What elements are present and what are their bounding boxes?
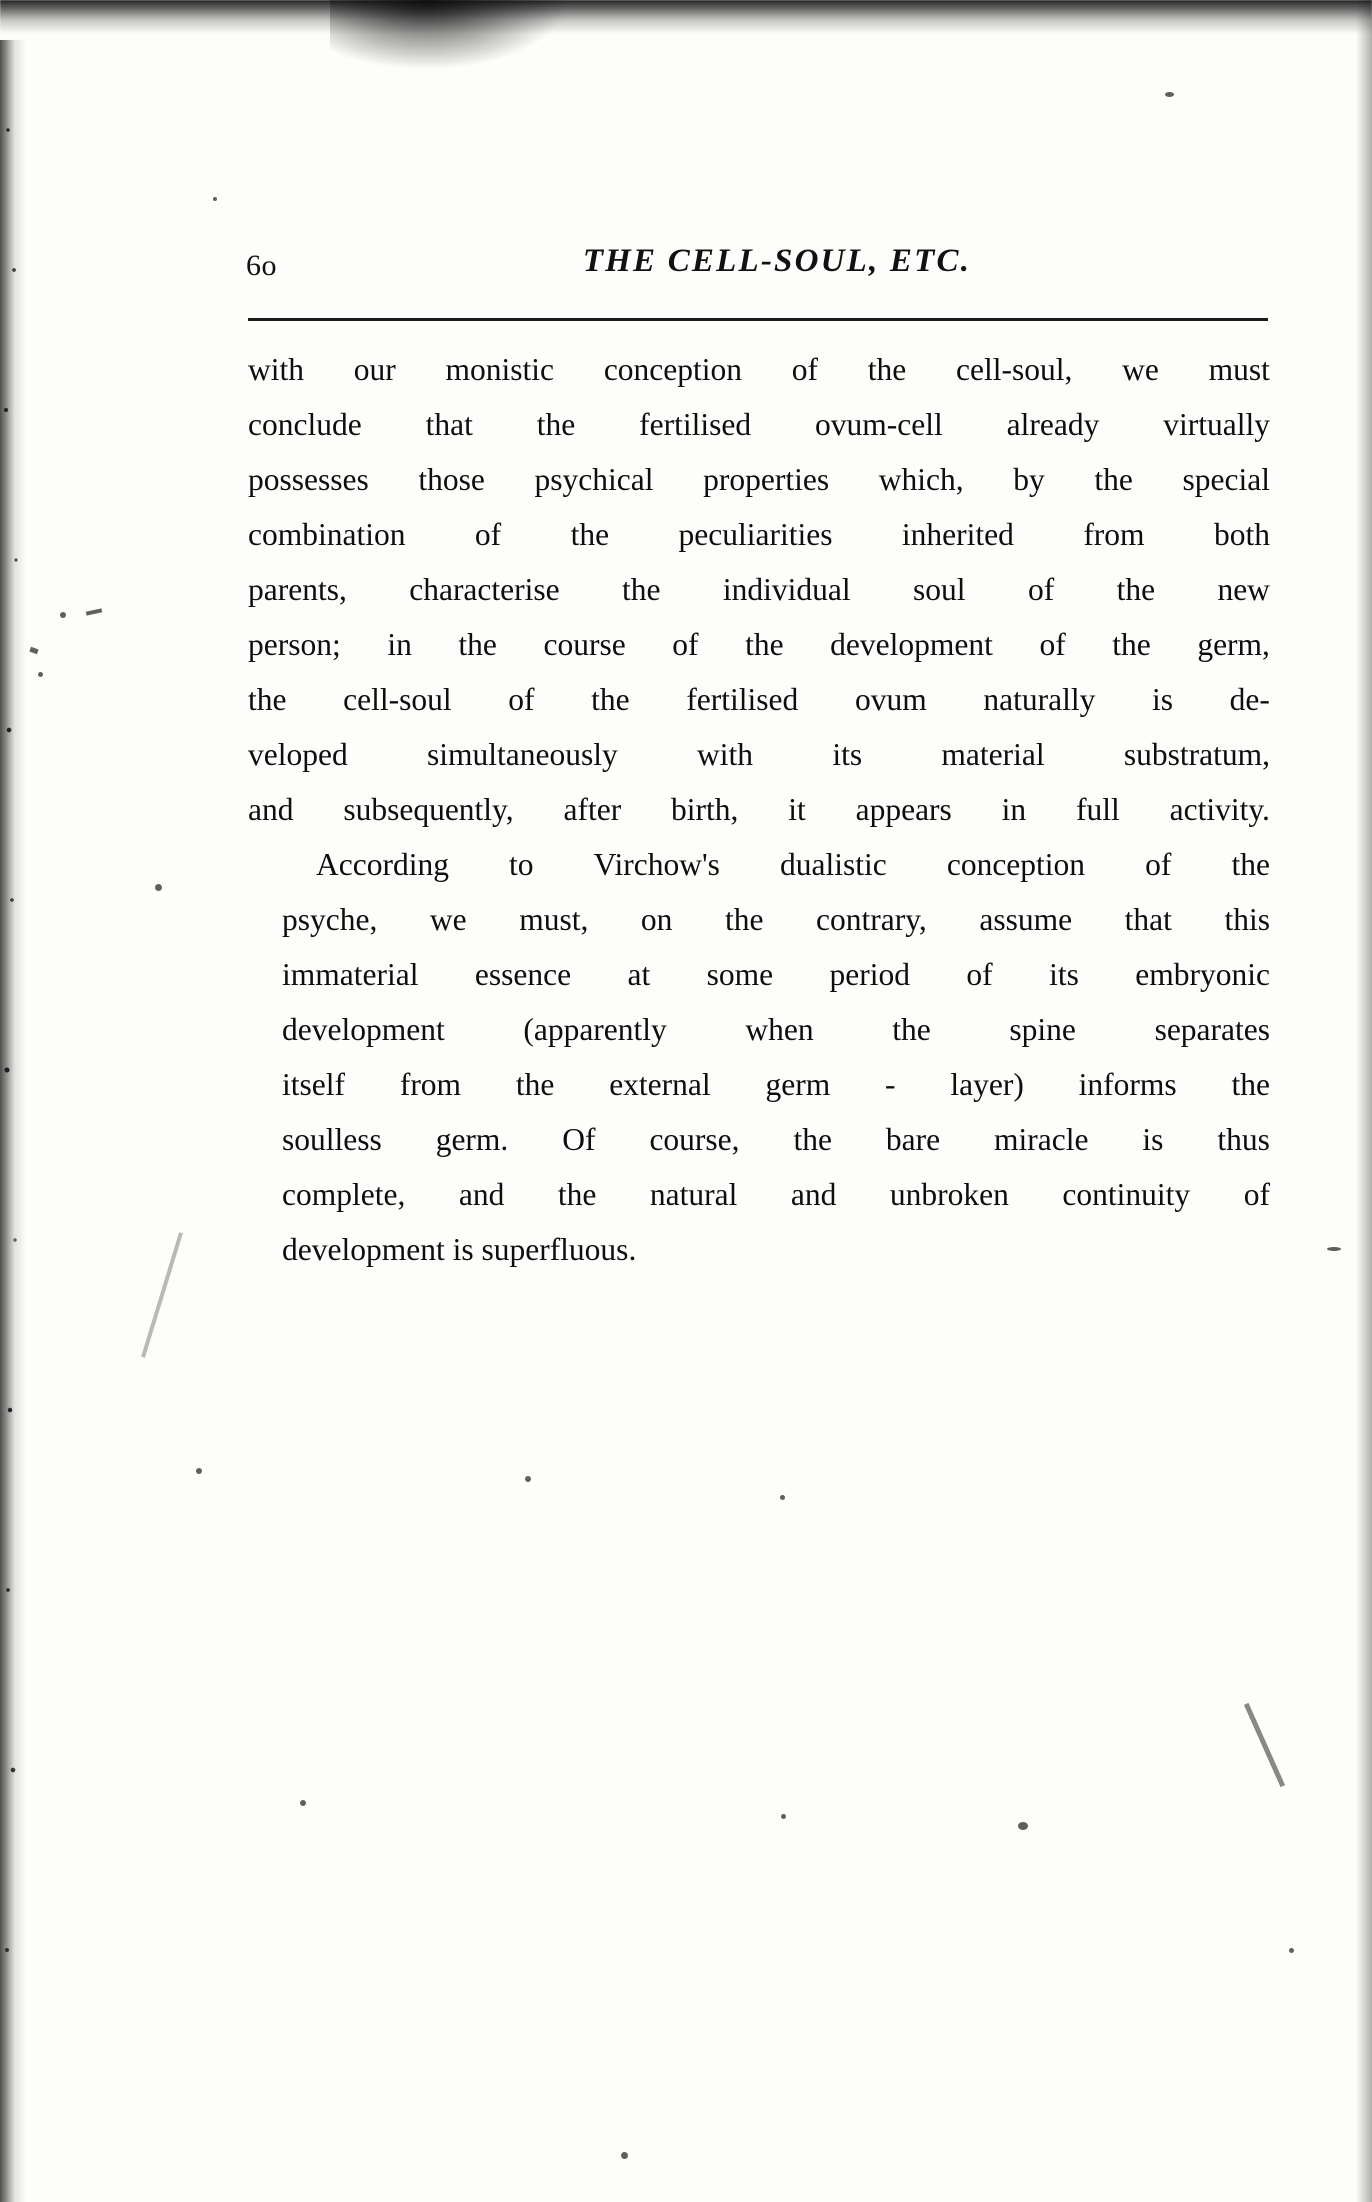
word: germ.: [435, 1122, 509, 1157]
word: of: [1039, 627, 1066, 662]
text-line: [248, 507, 1270, 562]
word: essence: [474, 957, 572, 992]
word: full: [1076, 792, 1120, 827]
word: appears: [855, 792, 952, 827]
scan-speck: [38, 672, 43, 677]
text-line: [248, 947, 1270, 1002]
word: our: [353, 352, 396, 387]
word: in: [1001, 792, 1027, 827]
word: from: [399, 1067, 462, 1102]
word: the: [892, 1012, 931, 1047]
word: course: [543, 627, 626, 662]
word: the: [793, 1122, 832, 1157]
text-line: [248, 782, 1270, 837]
word: the: [591, 682, 630, 717]
word: fertilised: [686, 682, 799, 717]
running-head: [246, 243, 1268, 287]
word: that: [1124, 902, 1172, 937]
word: the: [1116, 572, 1156, 607]
word: the: [515, 1067, 555, 1102]
scan-speck: [213, 197, 217, 201]
scan-speck: [1289, 1948, 1294, 1953]
word: bare: [885, 1122, 941, 1157]
scan-pencil-mark: [141, 1232, 183, 1357]
word: the: [1094, 462, 1133, 497]
word: possesses: [248, 462, 369, 497]
text-line: [248, 1057, 1270, 1112]
word: germ: [765, 1067, 831, 1102]
word: thus: [1217, 1122, 1270, 1157]
scan-speck: [780, 1495, 785, 1500]
word: person;: [248, 627, 341, 662]
word: the: [622, 572, 661, 607]
word: at: [627, 957, 651, 992]
word: characterise: [409, 572, 560, 607]
word: and: [248, 792, 294, 827]
word: is: [1142, 1122, 1164, 1157]
word: its: [832, 737, 863, 772]
word: conclude: [248, 407, 362, 442]
word: spine: [1009, 1012, 1076, 1047]
word: the: [557, 1177, 597, 1212]
scan-speck: [525, 1476, 531, 1482]
scan-speck: [60, 612, 66, 618]
word: of: [1145, 847, 1172, 882]
word: by: [1013, 462, 1045, 497]
word: peculiarities: [678, 517, 833, 552]
head-rule: [248, 318, 1268, 321]
word: the: [570, 517, 610, 552]
word: dualistic: [780, 847, 887, 882]
word: it: [788, 792, 806, 827]
scan-speck: [196, 1468, 202, 1474]
scan-edge-top-shadow: [0, 0, 1372, 34]
word: activity.: [1169, 792, 1270, 827]
word: the: [724, 902, 764, 937]
word: is: [1151, 682, 1173, 717]
text-line: [248, 1112, 1270, 1167]
word: material: [941, 737, 1045, 772]
word: its: [1049, 957, 1079, 992]
word: the: [458, 627, 497, 662]
word: new: [1217, 572, 1270, 607]
text-line: [248, 617, 1270, 672]
text-line: [248, 672, 1270, 727]
scan-speck: [1165, 92, 1174, 97]
word: period: [829, 957, 910, 992]
word: the: [248, 682, 287, 717]
text-line: [248, 452, 1270, 507]
text-line: [248, 1222, 1270, 1277]
word: both: [1213, 517, 1270, 552]
word: must,: [519, 902, 589, 937]
word: development: [282, 1012, 445, 1047]
word: of: [791, 352, 819, 387]
word: those: [418, 462, 485, 497]
word: some: [706, 957, 774, 992]
word: Virchow's: [593, 847, 720, 882]
text-line: [248, 342, 1270, 397]
page-number: 6o: [246, 249, 277, 282]
word: cell-soul,: [956, 352, 1073, 387]
text-line: [248, 562, 1270, 617]
scan-pencil-mark: [29, 647, 38, 654]
text-line: [248, 727, 1270, 782]
running-head-title: THE CELL-SOUL, ETC.: [582, 243, 972, 279]
word: of: [1243, 1177, 1270, 1212]
word: and: [790, 1177, 837, 1212]
word: from: [1083, 517, 1145, 552]
text-line: [248, 1002, 1270, 1057]
word: itself: [282, 1067, 345, 1102]
text-line: [248, 837, 1270, 892]
word: we: [429, 902, 467, 937]
paragraph: [248, 342, 1270, 837]
word: must: [1208, 352, 1270, 387]
page-body: [248, 342, 1270, 1277]
word: (apparently: [523, 1012, 667, 1047]
word: assume: [979, 902, 1073, 937]
word: germ,: [1197, 627, 1270, 662]
word: the: [745, 627, 784, 662]
scan-speck: [300, 1800, 306, 1806]
word: soulless: [282, 1122, 382, 1157]
word: naturally: [983, 682, 1096, 717]
word: we: [1122, 352, 1159, 387]
word: of: [1027, 572, 1055, 607]
word: embryonic: [1135, 957, 1270, 992]
text-line: [248, 397, 1270, 452]
word: informs: [1078, 1067, 1177, 1102]
word: and: [458, 1177, 505, 1212]
word: veloped: [248, 737, 348, 772]
word: the: [1231, 1067, 1270, 1102]
text-line: [248, 892, 1270, 947]
word: that: [425, 407, 473, 442]
scan-speck: [155, 884, 162, 891]
word: virtually: [1163, 407, 1270, 442]
word: soul: [913, 572, 966, 607]
word: special: [1182, 462, 1270, 497]
word: external: [609, 1067, 711, 1102]
word: when: [745, 1012, 814, 1047]
word: complete,: [282, 1177, 406, 1212]
word: continuity: [1062, 1177, 1191, 1212]
word: layer): [950, 1067, 1024, 1102]
word: immaterial: [282, 957, 419, 992]
word: psychical: [534, 462, 654, 497]
word: the: [867, 352, 907, 387]
scan-edge-left-speckle: [2, 90, 24, 2090]
word: on: [640, 902, 673, 937]
scan-speck: [781, 1814, 786, 1819]
word: miracle: [994, 1122, 1089, 1157]
text-line: [248, 1167, 1270, 1222]
word: unbroken: [889, 1177, 1009, 1212]
word: natural: [649, 1177, 738, 1212]
word: with: [697, 737, 754, 772]
word: birth,: [671, 792, 739, 827]
paragraph: [248, 837, 1270, 1277]
word: fertilised: [639, 407, 752, 442]
scan-speck: [1018, 1822, 1028, 1830]
word: with: [248, 352, 305, 387]
word: the: [1231, 847, 1270, 882]
word: of: [474, 517, 502, 552]
word: this: [1224, 902, 1270, 937]
word: subsequently,: [343, 792, 514, 827]
word: conception: [603, 352, 743, 387]
word: the: [1112, 627, 1151, 662]
word: monistic: [445, 352, 555, 387]
word: de-: [1229, 682, 1270, 717]
scan-speck: [1327, 1247, 1341, 1251]
word: psyche,: [282, 902, 378, 937]
word: after: [563, 792, 622, 827]
scan-edge-top-blotch: [330, 0, 570, 70]
word: inherited: [901, 517, 1014, 552]
word: simultaneously: [427, 737, 618, 772]
scan-pencil-mark: [1244, 1703, 1285, 1787]
word: development: [830, 627, 993, 662]
word: which,: [878, 462, 964, 497]
word: separates: [1154, 1012, 1270, 1047]
word: to: [509, 847, 534, 882]
word: conception: [946, 847, 1086, 882]
word: in: [387, 627, 412, 662]
word: According: [316, 847, 449, 882]
word: the: [536, 407, 576, 442]
word: properties: [703, 462, 830, 497]
word: individual: [722, 572, 851, 607]
word: cell-soul: [343, 682, 452, 717]
word: -: [885, 1067, 896, 1102]
word: ovum-cell: [815, 407, 943, 442]
word: of: [966, 957, 993, 992]
word: already: [1006, 407, 1100, 442]
word: Of: [562, 1122, 596, 1157]
word: parents,: [248, 572, 347, 607]
word: contrary,: [816, 902, 927, 937]
word: course,: [649, 1122, 740, 1157]
word: of: [672, 627, 699, 662]
word: ovum: [854, 682, 927, 717]
scan-speck: [621, 2152, 628, 2159]
scan-edge-right-shadow: [1356, 0, 1372, 2202]
scan-pencil-mark: [86, 608, 102, 615]
word: substratum,: [1123, 737, 1270, 772]
word: of: [508, 682, 535, 717]
word: combination: [248, 517, 406, 552]
line-text: development is superfluous.: [282, 1232, 637, 1267]
